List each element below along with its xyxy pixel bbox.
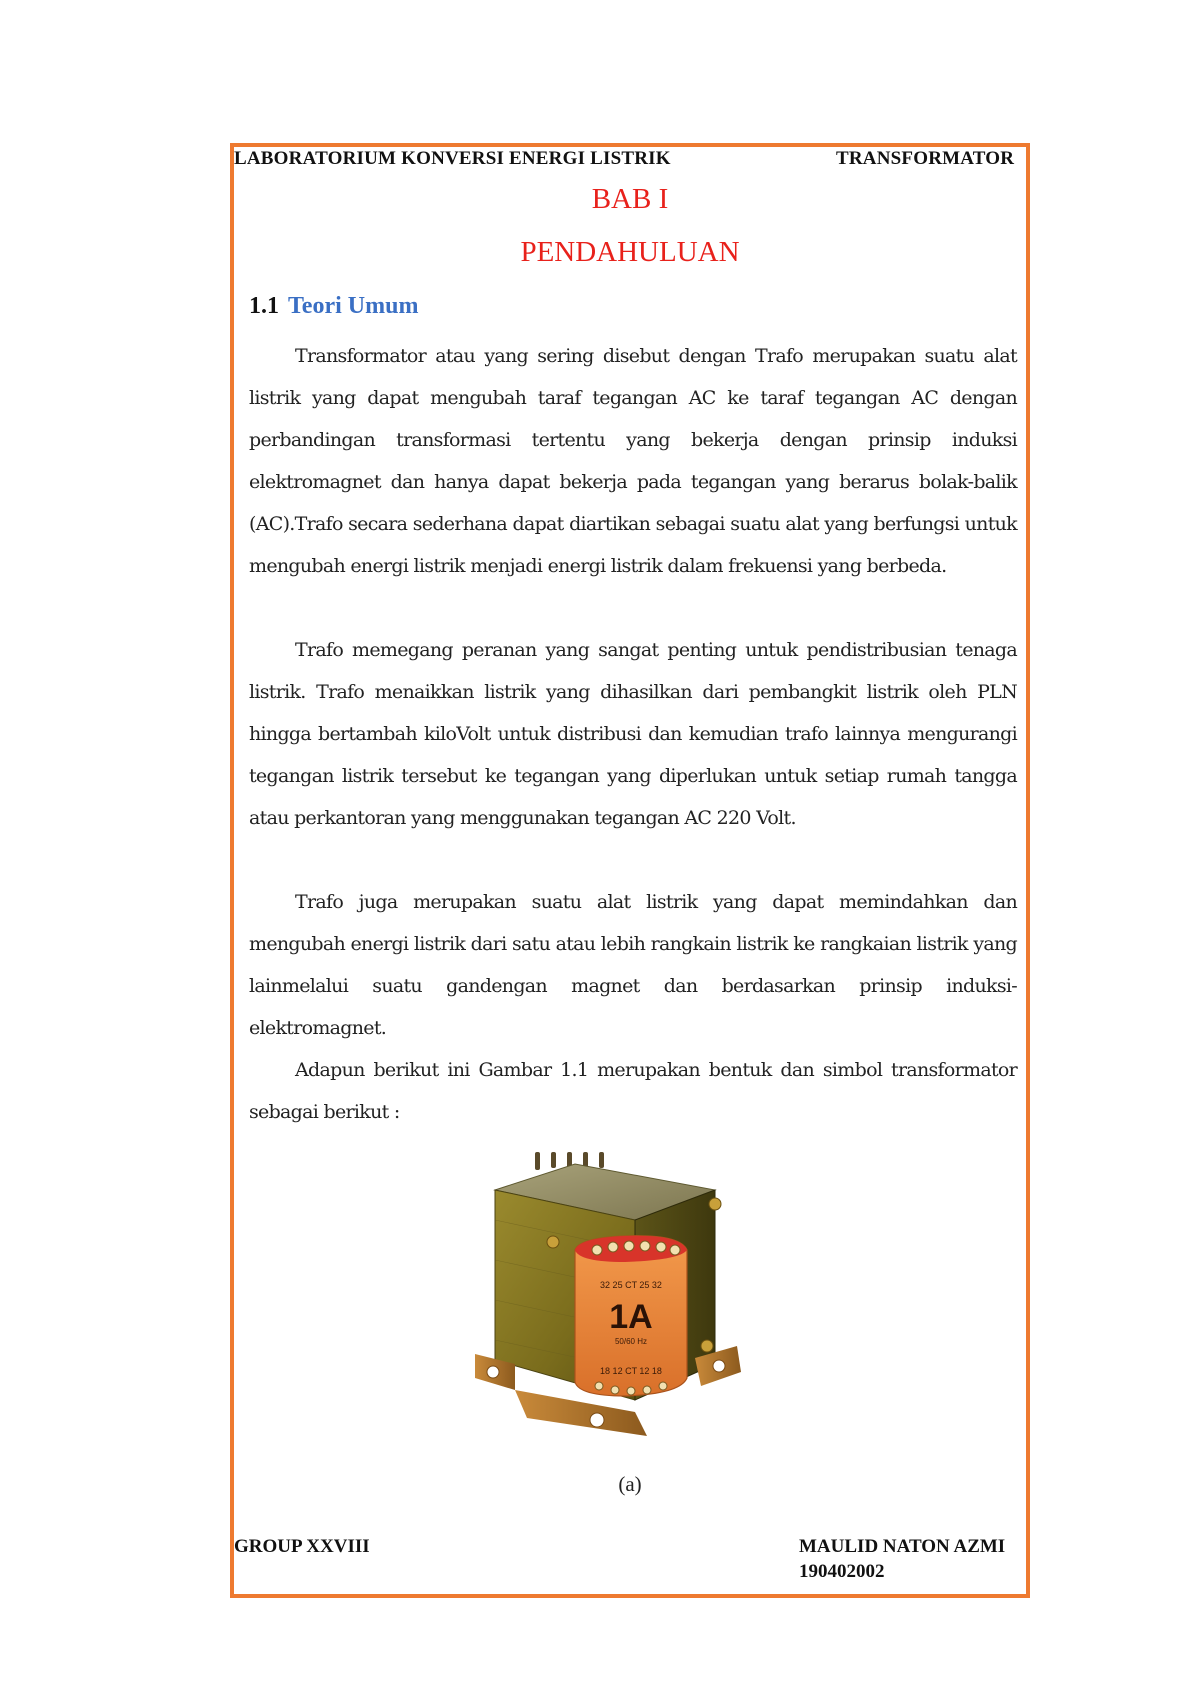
header-topic: TRANSFORMATOR [836,148,1015,169]
chapter-number: BAB I [591,183,669,215]
coil-label-bottom: 18 12 CT 12 18 [600,1366,662,1376]
section-heading [249,293,418,320]
coil-label-rating: 1A [609,1298,653,1336]
footer-group: GROUP XXVIII [234,1536,370,1557]
figure-caption: (a) [618,1472,642,1496]
coil-label-top: 32 25 CT 25 32 [600,1280,662,1290]
chapter-title: PENDAHULUAN [520,236,740,268]
transformer-illustration [475,1150,747,1438]
footer-student-id: 190402002 [799,1561,885,1582]
coil-label-freq: 50/60 Hz [614,1337,648,1346]
header-lab-name: LABORATORIUM KONVERSI ENERGI LISTRIK [234,148,671,169]
transformer-image [475,1150,747,1438]
paragraph-1: Transformator atau yang sering disebut dengan Trafo merupakan suatu alat listrik yang dapat mengubah taraf tegangan AC ke taraf tegangan AC dengan perbandingan transformasi tertentu yang bekerja dengan prinsip induksi elektromagnet dan hanya dapat bekerja pada tegangan yang berarus bolak-balik (AC).Trafo secara sederhana dapat diartikan sebagai suatu alat yang berfungsi untuk mengubah energi listrik menjadi energi listrik dalam frekuensi yang berbeda. [249,345,1017,577]
section-number: 1.1 [249,293,279,319]
footer-author-name: MAULID NATON AZMI [799,1536,1006,1557]
paragraph-2: Trafo memegang peranan yang sangat penting untuk pendistribusian tenaga listrik. Trafo menaikkan listrik yang dihasilkan dari pembangkit listrik oleh PLN hingga bertambah kiloVolt untuk distribusi dan kemudian trafo lainnya mengurangi tegangan listrik tersebut ke tegangan yang diperlukan untuk setiap rumah tangga atau perkantoran yang menggunakan tegangan AC 220 Volt. [249,639,1017,829]
section-title: Teori Umum [288,293,419,319]
paragraph-4: Adapun berikut ini Gambar 1.1 merupakan bentuk dan simbol transformator sebagai berikut : [249,1059,1017,1123]
paragraph-3: Trafo juga merupakan suatu alat listrik yang dapat memindahkan dan mengubah energi listrik dari satu atau lebih rangkain listrik ke rangkaian listrik yang lainmelalui suatu gandengan magnet dan berdasarkan prinsip induksi-elektromagnet. [249,891,1017,1039]
